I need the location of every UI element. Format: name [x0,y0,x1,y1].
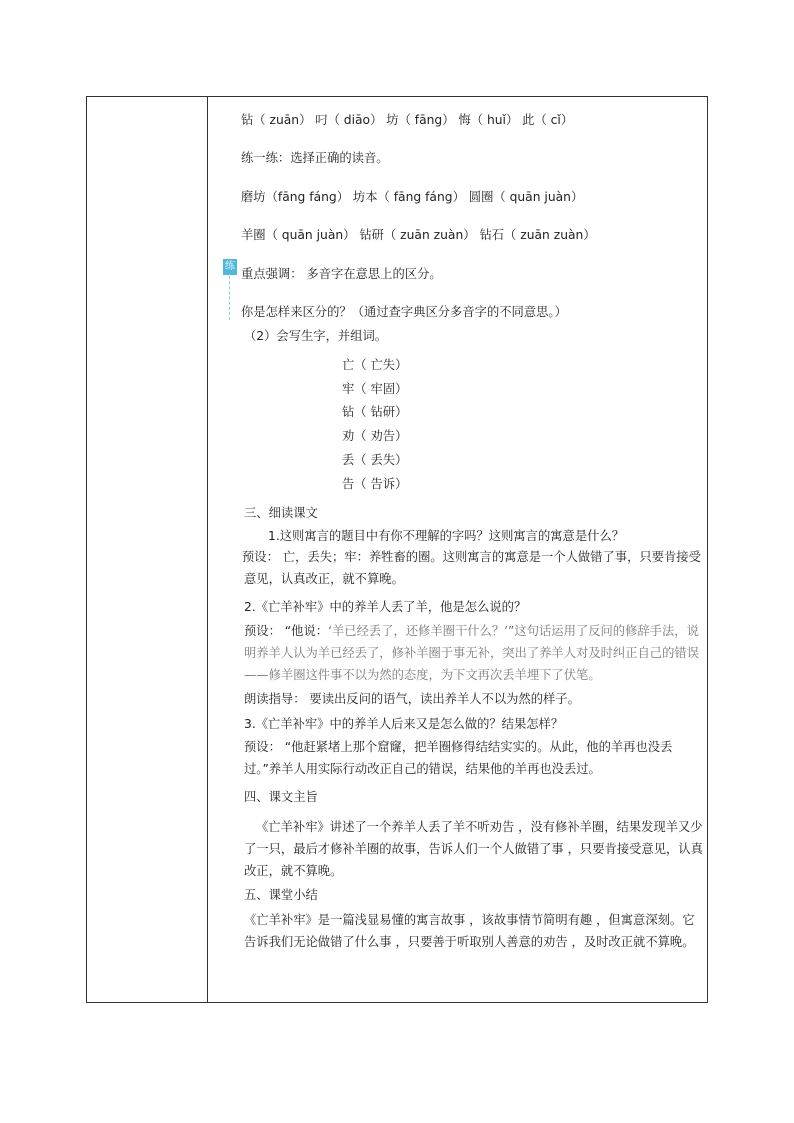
section-3-title: 三、细读课文 [244,506,318,520]
section-4-title: 四、课文主旨 [244,790,318,804]
distinguish-question: 你是怎样来区分的？（通过查字典区分多音字的不同意思。） [241,305,567,319]
word-item: 丢（ 丢失） [342,453,408,467]
theme-paragraph: 《亡羊补牢》讲述了一个养羊人丢了羊不听劝告 ，没有修补羊圈，结果发现羊又少了一只，最后才修补羊圈的故事，告诉人们一个人做错了事 ，只要肯接受意见，认真改正，就不算晚。 [244,820,703,878]
answer-2-rest: ”这句话运用了反问的修辞手法，说明养羊人认为羊已经丢了，修补羊圈于事无补，突出了养羊人对及时纠正自己的错误——修羊圈这件事不以为然的态度，为下文再次丢羊埋下了伏笔。 [244,624,699,682]
reading-guide: 朗读指导： 要读出反问的语气，读出养羊人不以为然的样子。 [244,692,580,706]
answer-2 [244,620,704,686]
practice-title: 练一练：选择正确的读音。 [241,151,389,165]
pinyin-line: 钻（ zuān） 叼（ diāo） 坊（ fāng） 悔（ huǐ） 此（ cǐ） [241,113,574,127]
word-item: 亡（ 亡失） [342,358,408,372]
answer-1: 预设： 亡，丢失；牢：养牲畜的圈。这则寓言的寓意是一个人做错了事，只要肯接受意见，认真改正，就不算晚。 [242,550,701,586]
word-item: 告（ 告诉） [342,477,408,491]
practice-row-1: 磨坊（fāng fáng） 坊本（ fāng fáng） 圆圈（ quān juàn） [241,190,584,204]
word-item: 牢（ 牢固） [342,382,408,396]
practice-row-2: 羊圈（ quān juàn） 钻研（ zuān zuàn） 钻石（ zuān zuàn） [241,228,596,242]
section-5-title: 五、课堂小结 [244,888,318,902]
word-item: 钻（ 钻研） [342,405,408,419]
question-3: 3.《亡羊补牢》中的养羊人后来又是怎么做的？结果怎样？ [244,717,564,731]
emphasis-note: 重点强调： 多音字在意思上的区分。 [241,267,442,281]
question-1: 1.这则寓言的题目中有你不理解的字吗？这则寓言的寓意是什么？ [268,529,625,543]
write-title: （2）会写生字，并组词。 [244,329,388,343]
answer-2-prefix: 预设： “他说： [244,624,329,638]
dashed-guide-line [229,276,230,320]
answer-2-quote: ‘羊已经丢了，还修羊圈干什么？’ [328,624,509,638]
practice-badge-icon: 练 [223,259,237,275]
summary-paragraph: 《亡羊补牢》是一篇浅显易懂的寓言故事 ，该故事情节简明有趣 ，但寓意深刻。它告诉我们无论做错了什么事 ，只要善于听取别人善意的劝告 ，及时改正就不算晚。 [244,913,695,949]
question-2: 2.《亡羊补牢》中的养羊人丢了羊，他是怎么说的？ [244,600,527,614]
word-item: 劝（ 劝告） [342,429,408,443]
answer-3: 预设： “他赶紧堵上那个窟窿，把羊圈修得结结实实的。从此，他的羊再也没丢过。”养羊人用实际行动改正自己的错误，结果他的羊再也没丢过。 [244,740,673,776]
